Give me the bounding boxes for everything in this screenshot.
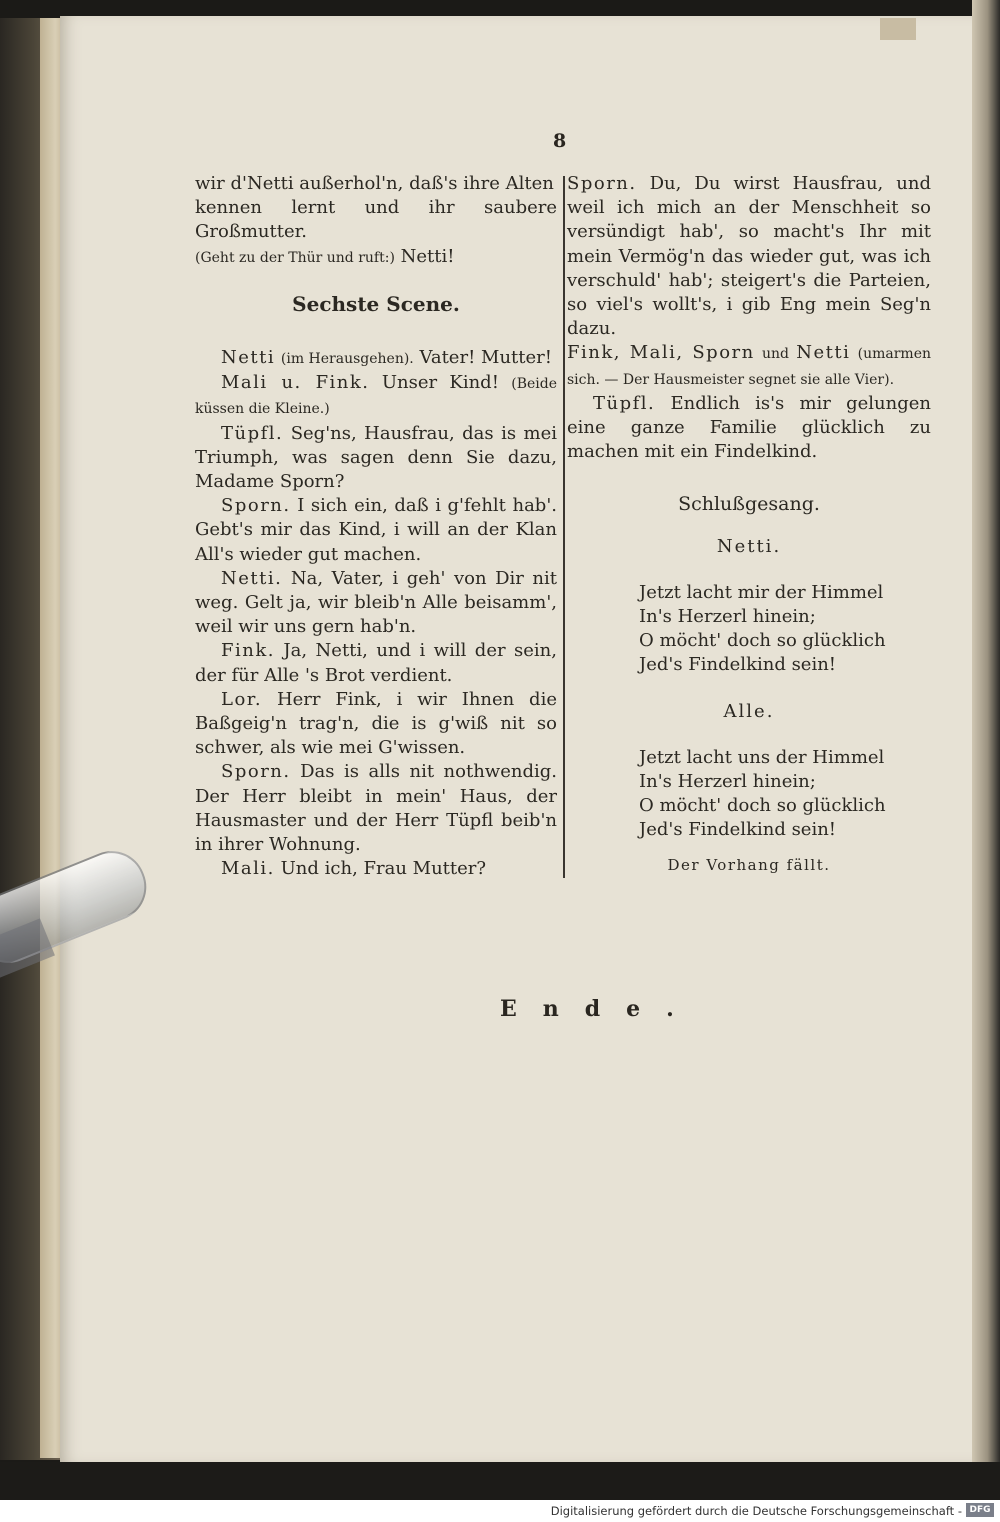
speaker-name: Tüpfl. bbox=[593, 392, 656, 414]
dialogue-paragraph bbox=[195, 639, 557, 687]
left-column bbox=[195, 172, 557, 881]
speaker-name: Sporn. bbox=[221, 761, 291, 783]
speaker-name: Netti. bbox=[221, 567, 283, 589]
dialogue-paragraph bbox=[567, 341, 931, 391]
stage-direction: (im Herausgehen). bbox=[280, 351, 414, 368]
dialogue-text: Und ich, Frau Mutter? bbox=[280, 858, 487, 880]
text-line: wir d'Netti außerhol'n, daß's ihre Alten bbox=[195, 173, 554, 194]
end-marker: Ende. bbox=[500, 996, 700, 1022]
curtain-note: Der Vorhang fällt. bbox=[667, 855, 831, 874]
right-page-edge bbox=[972, 0, 1000, 1462]
speaker-name: Mali u. Fink. bbox=[221, 372, 370, 394]
page-tab bbox=[880, 18, 916, 40]
dialogue-text: Netti! bbox=[400, 245, 455, 267]
text-line: kennen lernt und ihr saubere Großmutter. bbox=[195, 197, 557, 243]
conjunction: und bbox=[761, 346, 789, 363]
speaker-name: Netti bbox=[796, 342, 851, 364]
dialogue-text: Vater! Mutter! bbox=[419, 347, 553, 369]
singer-name: Alle. bbox=[723, 700, 775, 722]
verse-line: Jetzt lacht uns der Himmel bbox=[639, 746, 885, 768]
dialogue-paragraph bbox=[195, 688, 557, 761]
song-title: Schlußgesang. bbox=[678, 493, 820, 516]
verse-line: Jed's Findelkind sein! bbox=[639, 819, 837, 841]
stage-direction: (umarmen sich. — Der Hausmeister segnet sie alle Vier). bbox=[567, 346, 931, 388]
scene-heading: Sechste Scene. bbox=[292, 291, 460, 316]
stage-direction-line bbox=[195, 245, 557, 270]
stage-direction: (Beide küssen die Kleine.) bbox=[195, 376, 558, 418]
dialogue-paragraph bbox=[195, 760, 557, 857]
verse-line: O möcht' doch so glücklich bbox=[639, 630, 886, 652]
speaker-name: Sporn. bbox=[221, 495, 291, 517]
dialogue-text: Seg'ns, Hausfrau, das is mei Triumph, was sagen denn Sie dazu, Madame Sporn? bbox=[195, 422, 557, 493]
verse-line: Jed's Findelkind sein! bbox=[639, 654, 837, 676]
dialogue-text: Das is alls nit nothwendig. Der Herr bleibt in mein' Haus, der Hausmaster und der Herr Tüpfl beib'n in ihrer Wohnung. bbox=[195, 761, 557, 856]
speaker-name: Fink. bbox=[221, 640, 275, 662]
dialogue-paragraph bbox=[195, 857, 557, 881]
scan-bottom-border bbox=[0, 1462, 1000, 1500]
right-column bbox=[567, 172, 931, 877]
dialogue-paragraph bbox=[195, 567, 557, 640]
dialogue-paragraph bbox=[195, 371, 557, 421]
dialogue-text: Unser Kind! bbox=[381, 372, 499, 394]
verse-line: Jetzt lacht mir der Himmel bbox=[639, 581, 884, 603]
dialogue-text: Du, Du wirst Hausfrau, und weil ich mich an der Menschheit so versündigt hab', so macht's Ihr mit mein Vermög'n das wieder gut, was ich verschuld' hab'; steigert's die Parteien, so viel's wollt's, i gib Eng mein Seg'n dazu. bbox=[567, 173, 931, 340]
dfg-logo-icon: DFG bbox=[966, 1503, 994, 1517]
dialogue-paragraph bbox=[567, 172, 931, 341]
verse-line: In's Herzerl hinein; bbox=[639, 771, 816, 793]
dialogue-paragraph bbox=[567, 392, 931, 465]
footer-bar bbox=[0, 1500, 1000, 1522]
dialogue-text: Ja, Netti, und i will der sein, der für Alle 's Brot verdient. bbox=[195, 640, 557, 686]
speaker-name: Sporn. bbox=[567, 173, 637, 194]
dialogue-paragraph bbox=[195, 346, 557, 371]
singer-name: Netti. bbox=[716, 535, 782, 557]
dialogue-text: I sich ein, daß i g'fehlt hab'. Gebt's mir das Kind, i will an der Klan All's wieder gut machen. bbox=[195, 495, 557, 565]
dialogue-text: Herr Fink, i wir Ihnen die Baßgeig'n trag'n, die is g'wiß nit so schwer, als wie mei G'wissen. bbox=[195, 688, 557, 759]
dialogue-paragraph bbox=[195, 494, 557, 567]
verse-line: O möcht' doch so glücklich bbox=[639, 795, 886, 817]
dialogue-text: Na, Vater, i geh' von Dir nit weg. Gelt ja, wir bleib'n Alle beisamm', weil wir uns gern hab'n. bbox=[195, 567, 557, 638]
speaker-name: Mali. bbox=[221, 858, 275, 880]
speaker-name: Lor. bbox=[221, 688, 263, 710]
dialogue-paragraph bbox=[195, 422, 557, 495]
speaker-name: Tüpfl. bbox=[221, 422, 284, 444]
page-binding-edge bbox=[40, 18, 62, 1458]
column-divider bbox=[563, 176, 565, 878]
verse-line: In's Herzerl hinein; bbox=[639, 606, 816, 628]
speaker-name: Fink, Mali, Sporn bbox=[567, 342, 755, 364]
page-number: 8 bbox=[553, 130, 567, 152]
funding-notice: Digitalisierung gefördert durch die Deutsche Forschungsgemeinschaft - bbox=[550, 1504, 962, 1518]
dialogue-text: Endlich is's mir gelungen eine ganze Familie glücklich zu machen mit ein Findelkind. bbox=[567, 392, 931, 463]
speaker-name: Netti bbox=[221, 347, 276, 369]
stage-direction: (Geht zu der Thür und ruft:) bbox=[195, 249, 395, 266]
